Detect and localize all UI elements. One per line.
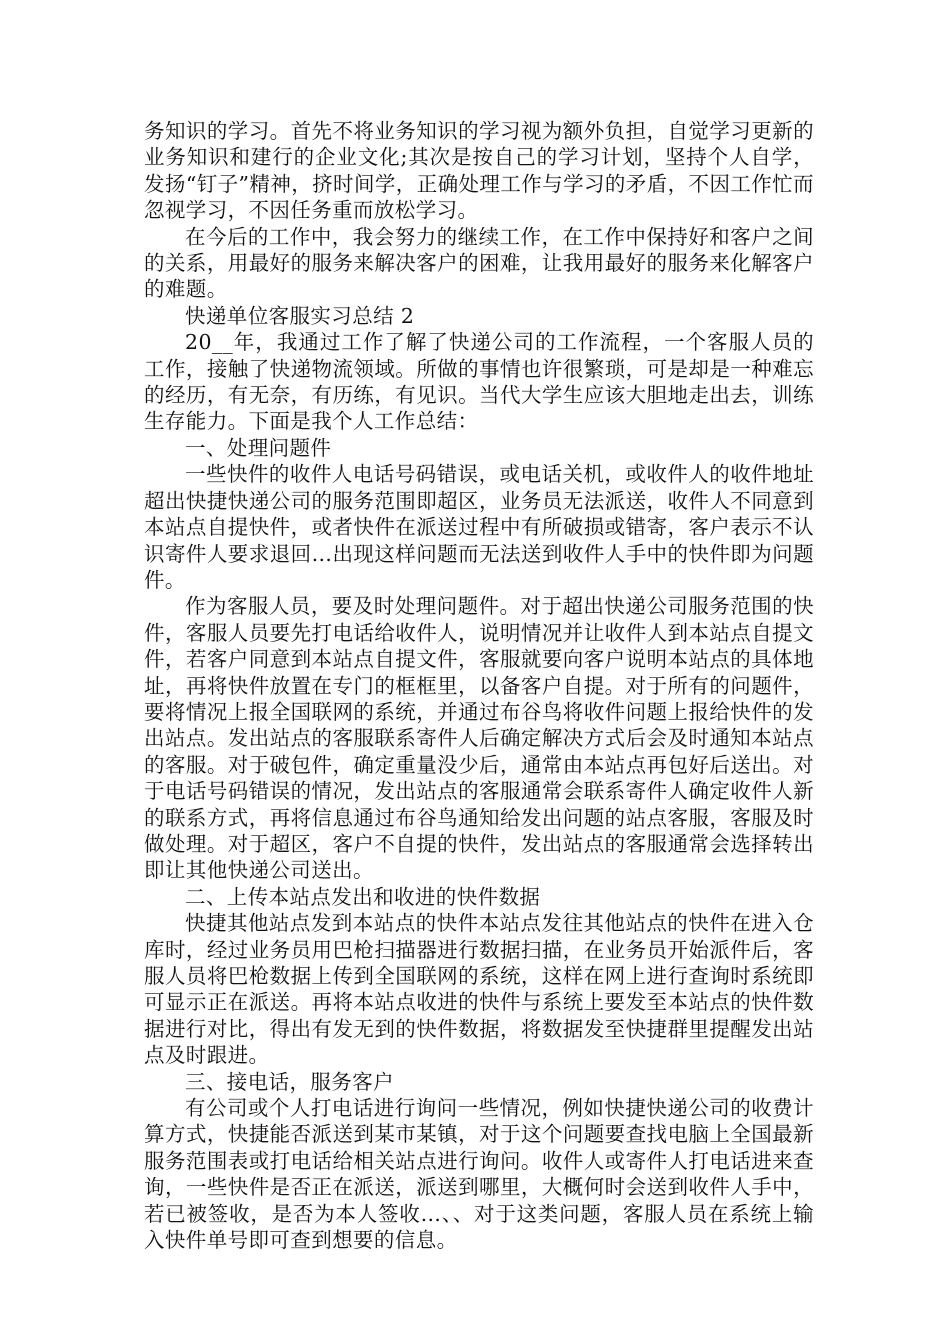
paragraph-upload-data: 快捷其他站点发到本站点的快件本站点发往其他站点的快件在进入仓库时，经过业务员用巴枪扫描器进行数据扫描，在业务员开始派件后，客服人员将巴枪数据上传到全国联网的系统，这样在网上进行查询时系统即可显示正在派送。再将本站点收进的快件与系统上要发至本站点的快件数据进行对比，得出有发无到的快件数据，将数据发至快捷群里提醒发出站点及时跟进。: [144, 911, 814, 1068]
heading-problem-parcels: 一、处理问题件: [185, 435, 332, 460]
heading-phone-service: 三、接电话，服务客户: [185, 1069, 394, 1094]
paragraph-problem-definition: 一些快件的收件人电话号码错误，或电话关机，或收件人的收件地址超出快捷快递公司的服务范围即超区，业务员无法派送，收件人不同意到本站点自提快件，或者快件在派送过程中有所破损或错寄，客户表示不认识寄件人要求退回…出现这样问题而无法送到收件人手中的快件即为问题件。: [144, 462, 814, 592]
section-title: 快递单位客服实习总结 2: [185, 303, 415, 328]
document-page: [144, 118, 814, 1253]
paragraph-study: 务知识的学习。首先不将业务知识的学习视为额外负担，自觉学习更新的业务知识和建行的企业文化;其次是按自己的学习计划，坚持个人自学，发扬“钉子”精神，挤时间学，正确处理工作与学习的矛盾，不因工作忙而忽视学习，不因任务重而放松学习。: [144, 119, 814, 223]
heading-upload-data: 二、上传本站点发出和收进的快件数据: [185, 884, 541, 909]
paragraph-phone-service: 有公司或个人打电话进行询问一些情况，例如快捷快递公司的收费计算方式，快捷能否派送到某市某镇，对于这个问题要查找电脑上全国最新服务范围表或打电话给相关站点进行询问。收件人或寄件人打电话进来查询，一些快件是否正在派送，派送到哪里，大概何时会送到收件人手中，若已被签收，是否为本人签收…、、对于这类问题，客服人员在系统上输入快件单号即可查到想要的信息。: [144, 1096, 814, 1253]
paragraph-intro: 20__年，我通过工作了解了快递公司的工作流程，一个客服人员的工作，接触了快递物流领域。所做的事情也许很繁琐，可是却是一种难忘的经历，有无奈，有历练，有见识。当代大学生应该大胆地走出去，训练生存能力。下面是我个人工作总结：: [144, 330, 814, 434]
paragraph-problem-handling: 作为客服人员，要及时处理问题件。对于超出快递公司服务范围的快件，客服人员要先打电话给收件人，说明情况并让收件人到本站点自提文件，若客户同意到本站点自提文件，客服就要向客户说明本站点的具体地址，再将快件放置在专门的框框里，以备客户自提。对于所有的问题件，要将情况上报全国联网的系统，并通过布谷鸟将收件问题上报给快件的发出站点。发出站点的客服联系寄件人后确定解决方式后会及时通知本站点的客服。对于破包件，确定重量没少后，通常由本站点再包好后送出。对于电话号码错误的情况，发出站点的客服通常会联系寄件人确定收件人新的联系方式，再将信息通过布谷鸟通知给发出问题的站点客服，客服及时做处理。对于超区，客户不自提的快件，发出站点的客服通常会选择转出即让其他快递公司送出。: [144, 594, 814, 883]
paragraph-future-work: 在今后的工作中，我会努力的继续工作，在工作中保持好和客户之间的关系，用最好的服务来解决客户的困难，让我用最好的服务来化解客户的难题。: [144, 224, 814, 302]
